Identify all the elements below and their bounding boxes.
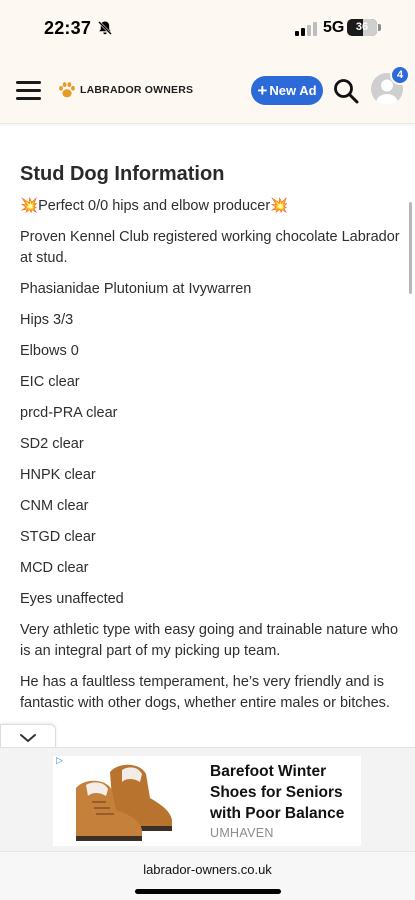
info-line: Eyes unaffected [20, 591, 124, 607]
stud-info-section [20, 160, 400, 724]
hamburger-menu-icon[interactable] [16, 81, 41, 101]
info-line: Hips 3/3 [20, 312, 74, 328]
site-header [0, 56, 415, 124]
shoe-image[interactable] [62, 752, 180, 848]
url-text[interactable]: labrador-owners.co.uk [143, 862, 272, 877]
info-line: STGD clear [20, 529, 96, 545]
info-line: Very athletic type with easy going and trainable nature who is an integral part of my picking up team. [20, 622, 399, 659]
new-ad-label: New Ad [269, 83, 317, 98]
info-line: prcd-PRA clear [20, 405, 118, 421]
ad-advertiser: UMHAVEN [210, 826, 274, 840]
signal-icon [295, 22, 317, 36]
info-line: MCD clear [20, 560, 89, 576]
collision-emoji-icon: 💥 [270, 198, 289, 214]
info-line: CNM clear [20, 498, 89, 514]
status-time: 22:37 [44, 18, 92, 38]
new-ad-button[interactable] [251, 76, 323, 105]
battery-level: 36 [355, 21, 369, 33]
plus-icon: + [257, 81, 268, 100]
search-icon[interactable] [333, 78, 359, 104]
info-line: Proven Kennel Club registered working chocolate Labrador at stud. [20, 229, 400, 266]
browser-url-bar [0, 851, 415, 900]
status-bar [0, 0, 415, 56]
adchoices-icon[interactable]: ▷ [56, 755, 63, 765]
ad-headline[interactable]: Barefoot Winter Shoes for Seniors with Poor Balance [210, 763, 345, 822]
battery-cap [378, 24, 381, 31]
network-type: 5G [323, 19, 345, 36]
collision-emoji-icon: 💥 [20, 198, 39, 214]
highlight-line: 💥Perfect 0/0 hips and elbow producer💥 [20, 198, 289, 214]
info-line: Phasianidae Plutonium at Ivywarren [20, 281, 252, 297]
info-line: HNPK clear [20, 467, 96, 483]
notification-badge[interactable]: 4 [390, 65, 410, 85]
paw-icon [57, 80, 77, 100]
info-line: SD2 clear [20, 436, 84, 452]
home-indicator[interactable] [135, 889, 281, 894]
info-line: He has a faultless temperament, he’s very friendly and is fantastic with other dogs, whether entire males or bitches. [20, 674, 390, 711]
site-logo[interactable] [57, 80, 193, 100]
section-title: Stud Dog Information [20, 163, 225, 185]
info-line: EIC clear [20, 374, 80, 390]
info-line: Elbows 0 [20, 343, 79, 359]
scrollbar-thumb[interactable] [409, 202, 412, 294]
chevron-down-icon [19, 733, 37, 743]
bell-off-icon [97, 20, 113, 36]
battery-icon [347, 19, 377, 36]
logo-text: LABRADOR OWNERS [80, 84, 194, 96]
